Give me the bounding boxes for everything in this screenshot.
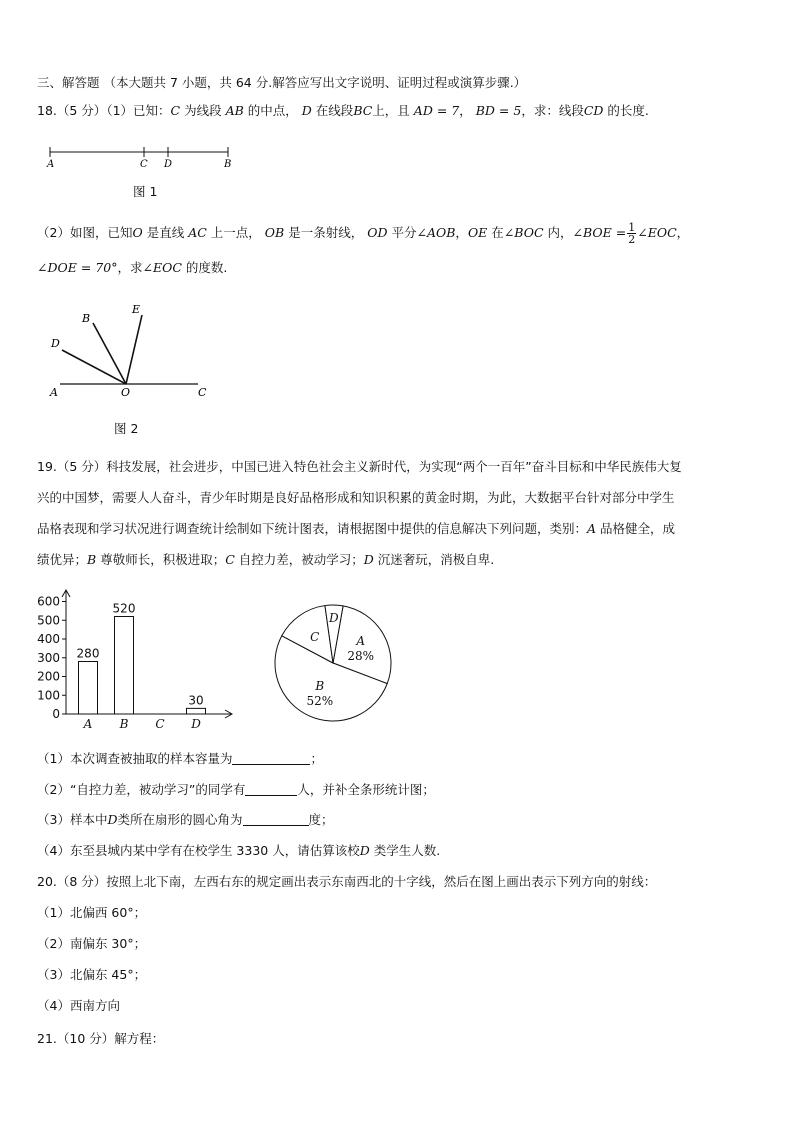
fig2-point-B: B xyxy=(82,312,91,325)
figure1-caption: 图 1 xyxy=(133,184,158,199)
q20-item-4: （4）西南方向 xyxy=(37,998,120,1013)
pie-label-A: A xyxy=(356,634,366,649)
fig2-point-A: A xyxy=(50,386,58,399)
x-category-label: B xyxy=(119,717,129,731)
bar-chart xyxy=(30,584,240,734)
y-tick-label: 200 xyxy=(37,669,60,684)
figure2-caption: 图 2 xyxy=(114,421,139,436)
bar-value-label: 30 xyxy=(188,693,204,708)
q20-stem: 20.（8 分）按照上北下南，左西右东的规定画出表示东南西北的十字线，然后在图上画出表示下列方向的射线： xyxy=(37,874,657,889)
fig2-point-D: D xyxy=(51,337,60,350)
answer-blank-1[interactable] xyxy=(232,752,310,765)
q20-item-2: （2）南偏东 30°； xyxy=(37,936,147,951)
figure1-segment xyxy=(40,142,250,174)
x-category-label: D xyxy=(191,717,201,731)
q20-item-1: （1）北偏西 60°； xyxy=(37,905,147,920)
answer-blank-3[interactable] xyxy=(243,813,309,826)
q18-part1: 18.（5 分）（1）已知：C 为线段 AB 的中点， D 在线段BC上，且 AD = 7， BD = 5，求：线段CD 的长度. xyxy=(37,103,649,118)
q19-question3: （3）样本中D类所在扇形的圆心角为 度； xyxy=(37,812,334,827)
pie-chart xyxy=(268,598,398,728)
q21-stem: 21.（10 分）解方程： xyxy=(37,1031,165,1046)
q19-question1: （1）本次调查被抽取的样本容量为 ； xyxy=(37,751,323,766)
y-tick-label: 500 xyxy=(37,613,60,628)
x-category-label: C xyxy=(155,717,165,731)
bar-value-label: 280 xyxy=(76,646,100,661)
y-tick-label: 300 xyxy=(37,650,60,665)
q19-line1: 19.（5 分）科技发展，社会进步，中国已进入特色社会主义新时代，为实现“两个一百年”奋斗目标和中华民族伟大复 xyxy=(37,459,682,474)
q20-item-3: （3）北偏东 45°； xyxy=(37,967,147,982)
fig2-point-E: E xyxy=(132,303,141,316)
pie-percent-B: 52% xyxy=(306,694,334,709)
q18-number: 18.（5 分） xyxy=(37,103,107,118)
fig2-point-C: C xyxy=(198,386,207,399)
y-tick-label: 600 xyxy=(37,594,60,609)
answer-blank-2[interactable] xyxy=(245,783,297,796)
q19-question2: （2）“自控力差，被动学习”的同学有 人，并补全条形统计图； xyxy=(37,782,435,797)
bar-B xyxy=(115,617,134,715)
pie-percent-A: 28% xyxy=(347,649,375,664)
section-header: 三、解答题 （本大题共 7 小题，共 64 分.解答应写出文字说明、证明过程或演算步骤.） xyxy=(37,75,527,90)
q18-part2-line2: ∠DOE = 70°，求∠EOC 的度数. xyxy=(37,260,228,275)
fig2-point-O: O xyxy=(121,386,131,399)
pie-label-C: C xyxy=(310,629,320,644)
q19-line4: 绩优异；B 尊敬师长，积极进取；C 自控力差，被动学习；D 沉迷奢玩，消极自卑. xyxy=(37,552,495,567)
fig1-point-A: A xyxy=(47,159,55,170)
bar-A xyxy=(79,662,98,715)
q18-part2-line1: （2）如图，已知O 是直线 AC 上一点， OB 是一条射线， OD 平分∠AOB，OE 在∠BOC 内，∠BOE = $\frac{1}{2}$ ∠EOC， xyxy=(37,221,690,246)
y-tick-label: 0 xyxy=(52,707,60,721)
fig1-point-C: C xyxy=(140,159,148,170)
q19-question4: （4）东至县城内某中学有在校学生 3330 人，请估算该校D 类学生人数. xyxy=(37,843,441,858)
fraction-one-half: $\frac{1}{2}$ xyxy=(628,221,636,246)
figure2-angles xyxy=(40,298,230,408)
pie-label-B: B xyxy=(315,679,325,694)
fig1-point-D: D xyxy=(164,159,173,170)
q19-line2: 兴的中国梦，需要人人奋斗，青少年时期是良好品格形成和知识积累的黄金时期，为此，大数据平台针对部分中学生 xyxy=(37,490,675,505)
bar-D xyxy=(187,708,206,714)
y-tick-label: 100 xyxy=(37,688,60,703)
bar-value-label: 520 xyxy=(112,601,136,616)
x-category-label: A xyxy=(83,717,93,731)
q19-line3: 品格表现和学习状况进行调查统计绘制如下统计图表，请根据图中提供的信息解决下列问题，类别：A 品格健全，成 xyxy=(37,521,676,536)
fig1-point-B: B xyxy=(224,159,232,170)
pie-label-D: D xyxy=(328,610,339,625)
y-tick-label: 400 xyxy=(37,632,60,646)
